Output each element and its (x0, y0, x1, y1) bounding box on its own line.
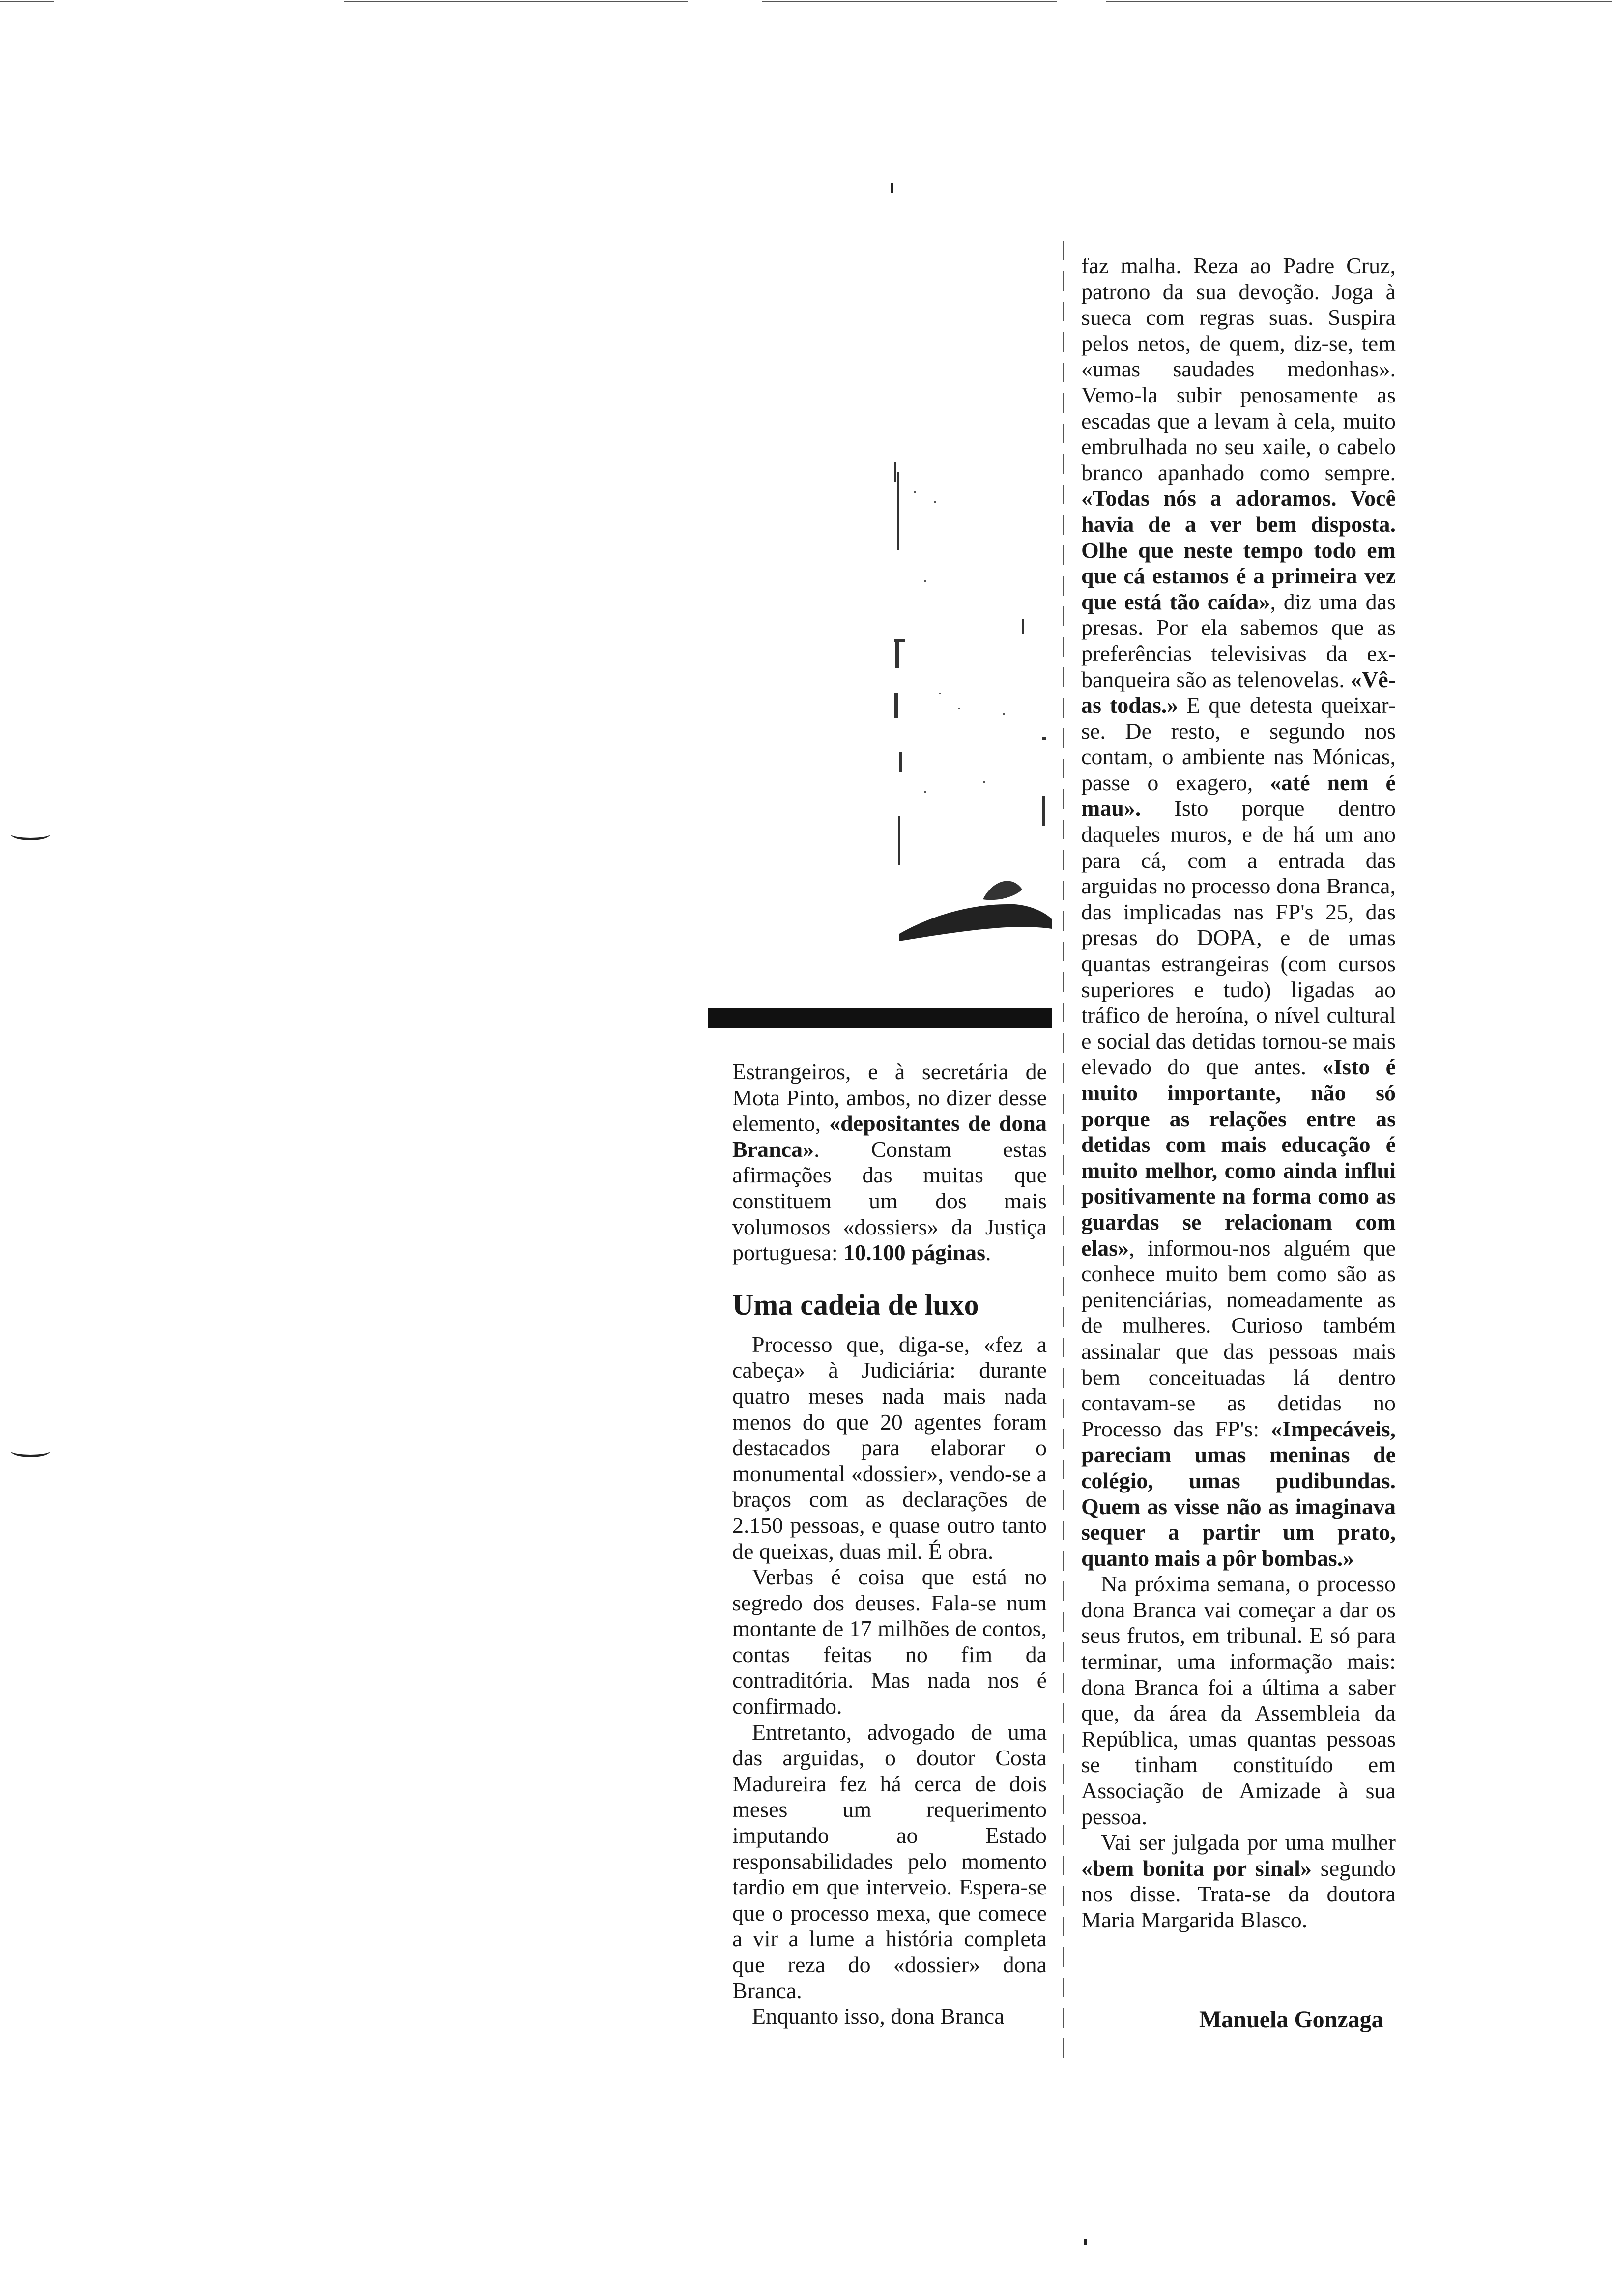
column-divider (1063, 241, 1064, 2059)
faded-photo-fragment (894, 285, 1057, 953)
paragraph: Vai ser julgada por uma mulher «bem bonita por sinal» segundo nos disse. Trata-se da doutora Maria Margarida Blasco. (1081, 1830, 1396, 1932)
section-subheading: Uma cadeia de luxo (732, 1288, 979, 1321)
binding-mark-upper (11, 828, 50, 840)
article-column-2 (1081, 253, 1396, 1933)
paragraph: faz malha. Reza ao Padre Cruz, patrono da sua devoção. Joga à sueca com regras suas. Suspira pelos netos, de quem, diz-se, tem «umas saudades medonhas». Vemo-la subir penosamente as escadas que a levam à cela, muito embrulhada no seu xaile, o cabelo branco apanhado como sempre. «Todas nós a adoramos. Você havia de a ver bem disposta. Olhe que neste tempo todo em que cá estamos é a primeira vez que está tão caída», diz uma das presas. Por ela sabemos que as preferências televisivas da ex-banqueira são as telenovelas. «Vê-as todas.» E que detesta queixar-se. De resto, e segundo nos contam, o ambiente nas Mónicas, passe o exagero, «até nem é mau». Isto porque dentro daqueles muros, e de há um ano para cá, com a entrada das arguidas no processo dona Branca, das implicadas nas FP's 25, das presas do DOPA, e de umas quantas estrangeiras (com cursos superiores e tudo) ligadas ao tráfico de heroína, o nível cultural e social das detidas tornou-se mais elevado do que antes. «Isto é muito importante, não só porque as relações entre as detidas com mais educação é muito melhor, como ainda influi positivamente na forma como as guardas se relacionam com elas», informou-nos alguém que conhece muito bem como são as penitenciárias, nomeadamente as de mulheres. Curioso também assinalar que das pessoas mais bem conceituadas lá dentro contavam-se as detidas no Processo das FP's: «Impecáveis, pareciam umas meninas de colégio, umas pudibundas. Quem as visse não as imaginava sequer a partir um prato, quanto mais a pôr bombas.» (1081, 253, 1396, 1571)
top-scan-rule (0, 0, 1612, 7)
author-byline: Manuela Gonzaga (1199, 2007, 1383, 2033)
section-divider-bar (708, 1008, 1052, 1028)
binding-mark-lower (11, 1445, 50, 1457)
paragraph: Na próxima semana, o processo dona Branca vai começar a dar os seus frutos, em tribunal. E só para terminar, uma informação mais: dona Branca foi a última a saber que, da área da Assembleia da República, umas quantas pessoas se tinham constituído em Associação de Amizade à sua pessoa. (1081, 1571, 1396, 1829)
paragraph: Verbas é coisa que está no segredo dos deuses. Fala-se num montante de 17 milhões de contos, contas feitas no fim da contraditória. Mas nada nos é confirmado. (732, 1564, 1047, 1719)
paragraph: Entretanto, advogado de uma das arguidas, o doutor Costa Madureira fez há cerca de dois meses um requerimento imputando ao Estado responsabilidades pelo momento tardio em que interveio. Espera-se que o processo mexa, que comece a vir a lume a história completa que reza do «dossier» dona Branca. (732, 1719, 1047, 2003)
scan-speck (891, 183, 893, 193)
paragraph: Processo que, diga-se, «fez a cabeça» à Judiciária: durante quatro meses nada mais nada menos do que 20 agentes foram destacados para elaborar o monumental «dossier», vendo-se a braços com as declarações de 2.150 pessoas, e quase outro tanto de queixas, duas mil. É obra. (732, 1331, 1047, 1564)
article-column-1 (732, 1059, 1047, 2030)
paragraph: Enquanto isso, dona Branca (752, 2004, 1005, 2029)
scan-speck (1084, 2239, 1087, 2245)
paragraph: Estrangeiros, e à secretária de Mota Pinto, ambos, no dizer desse elemento, «depositantes de dona Branca». Constam estas afirmações das muitas que constituem um dos mais volumosos «dossiers» da Justiça portuguesa: 10.100 páginas. (732, 1059, 1047, 1265)
